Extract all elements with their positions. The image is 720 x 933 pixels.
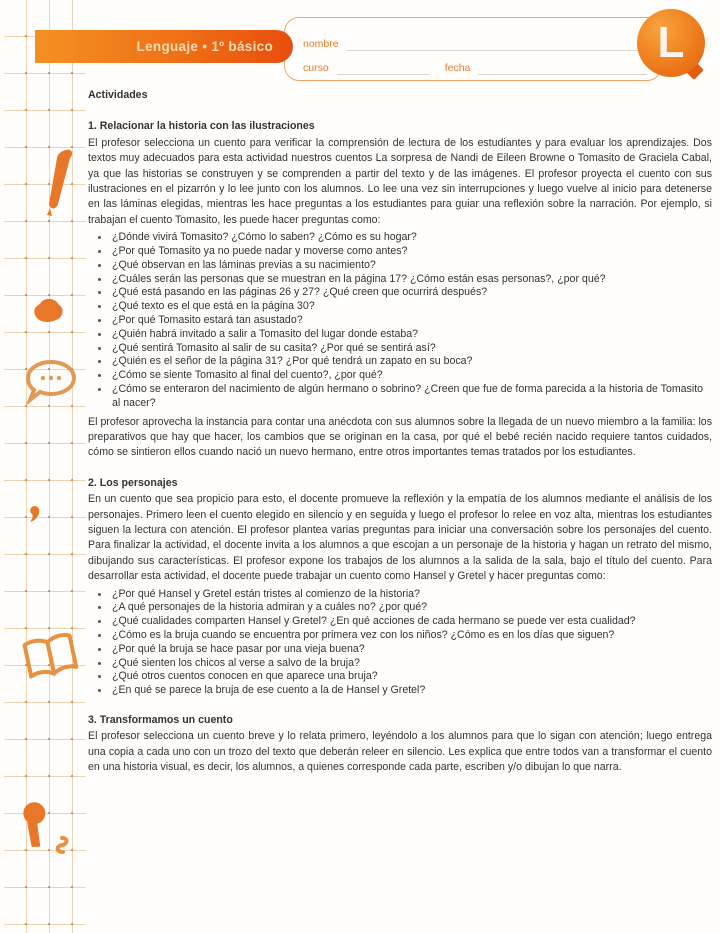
- date-field[interactable]: [478, 61, 647, 75]
- section-title: 3. Transformamos un cuento: [88, 714, 233, 727]
- student-info-form: [284, 17, 662, 81]
- lenguaje-logo: [637, 9, 705, 77]
- section-outro: El profesor aprovecha la instancia para contar una anécdota con sus alumnos sobre la llegada de un nuevo miembro a la familia: los preparativos que hay que hacer, los cambios que se originan en la casa, por qué el bebé recién nacido requiere tantos cuidados, cómo se sintieron ellos cuando nació un nuevo hermano, entre otros importantes temas tratados por los estudiantes.: [88, 415, 712, 459]
- subject-banner-label: Lenguaje • 1º básico: [136, 39, 273, 54]
- section-intro: El profesor selecciona un cuento breve y lo relata primero, leyéndolo a los alumnos para que lo sigan con atención; luego entrega una copia a cada uno con un trozo del texto que deberán releer en silencio. Les explica que entre todos van a transformar el cuento en una historia visual, es decir, los alumnos, a quienes corresponde cada parte, escriben y/o dibujan lo que narra.: [88, 730, 712, 774]
- name-field[interactable]: [347, 37, 647, 51]
- question-item: • ¿Qué sentirá Tomasito al salir de su casita? ¿Por qué se sentirá así?: [110, 342, 712, 356]
- question-item: • ¿Por qué Tomasito estará tan asustado?: [110, 314, 712, 328]
- section-title: 1. Relacionar la historia con las ilustraciones: [88, 120, 315, 133]
- activities-label: Actividades: [88, 89, 148, 101]
- question-item: • ¿Qué otros cuentos conocen en que aparece una bruja?: [110, 670, 712, 684]
- section-intro: En un cuento que sea propicio para esto, el docente promueve la reflexión y la empatía de los alumnos mediante el análisis de los personajes. Primero leen el cuento elegido en silencio y en seguida y luego el profesor lo relee en voz alta, mientras los estudiantes siguen la lectura con atención. El profesor plantea varias preguntas para iniciar una conversación sobre los personajes del cuento. Para finalizar la actividad, el docente invita a los alumnos a que escojan a un personaje de la historia y hagan un retrato del mismo, dibujando sus características. El profesor expone los trabajos de los alumnos a la salida de la sala, bajo el título del cuento. Para desarrollar esta actividad, el docente puede trabajar un cuento como Hansel y Gretel y hacer preguntas como:: [88, 493, 712, 583]
- microphone-icon: [14, 794, 78, 865]
- section-intro: El profesor selecciona un cuento para verificar la comprensión de lectura de los estudiantes y para evaluar los aprendizajes. Dos textos muy adecuados para esta actividad nuestros cuentos La sorpresa de Nandi de Eileen Browne o Tomasito de Graciela Cabal, ya que las historias se construyen y se comprenden a partir del texto y de las imágenes. El profesor proyecta el cuento con sus ilustraciones en el pizarrón y lo lee junto con los alumnos. Lo lee una vez sin interrupciones y luego vuelve al inicio para detenerse en las láminas elegidas, mientras les hace preguntas a los estudiantes para guiar una reflexión sobre la narración. Por ejemplo, si trabajan el cuento Tomasito, les puede hacer preguntas como:: [88, 136, 712, 226]
- worksheet-content: [88, 88, 712, 778]
- question-item: • ¿Por qué Hansel y Gretel están tristes al comienzo de la historia?: [110, 588, 712, 602]
- question-list: [88, 231, 712, 410]
- question-item: • ¿Qué observan en las láminas previas a su nacimiento?: [110, 259, 712, 273]
- pencil-icon: [36, 146, 76, 255]
- logo-letter: L: [657, 18, 685, 67]
- question-item: • ¿Quién es el señor de la página 31? ¿Por qué tendrá un zapato en su boca?: [110, 355, 712, 369]
- question-item: • ¿Qué cualidades comparten Hansel y Gretel? ¿En qué acciones de cada hermano se puede ver esta cualidad?: [110, 615, 712, 629]
- logo-disc: [637, 9, 705, 77]
- question-item: • ¿Por qué la bruja se hace pasar por una vieja buena?: [110, 643, 712, 657]
- comma-icon: [26, 504, 42, 529]
- subject-banner: [35, 30, 293, 63]
- question-item: • ¿Cómo es la bruja cuando se encuentra por primera vez con los niños? ¿Cómo es en los días que siguen?: [110, 629, 712, 643]
- question-item: • ¿Qué sienten los chicos al verse a salvo de la bruja?: [110, 657, 712, 671]
- question-item: • ¿Dónde vivirá Tomasito? ¿Cómo lo saben? ¿Cómo es su hogar?: [110, 231, 712, 245]
- question-item: • ¿En qué se parece la bruja de ese cuento a la de Hansel y Gretel?: [110, 684, 712, 698]
- name-label: nombre: [303, 38, 339, 50]
- question-item: • ¿Cuáles serán las personas que se muestran en la página 17? ¿Cómo están esas personas?, ¿por qué?: [110, 273, 712, 287]
- question-item: • ¿Quién habrá invitado a salir a Tomasito del lugar donde estaba?: [110, 328, 712, 342]
- question-item: • ¿Qué texto es el que está en la página 30?: [110, 300, 712, 314]
- question-item: • ¿Por qué Tomasito ya no puede nadar y moverse como antes?: [110, 245, 712, 259]
- section-title: 2. Los personajes: [88, 476, 178, 489]
- book-icon: [20, 628, 82, 695]
- date-label: fecha: [444, 62, 471, 74]
- ink-blob-icon: [30, 296, 66, 331]
- question-list: [88, 588, 712, 698]
- speech-bubble-icon: [24, 358, 78, 411]
- question-item: • ¿Qué está pasando en las páginas 26 y 27? ¿Qué creen que ocurrirá después?: [110, 286, 712, 300]
- course-label: curso: [303, 62, 329, 74]
- question-item: • ¿Cómo se enteraron del nacimiento de algún hermano o sobrino? ¿Creen que fue de forma parecida a la historia de Tomasito al nacer?: [110, 383, 712, 411]
- sections: [88, 119, 712, 775]
- question-item: • ¿Cómo se siente Tomasito al final del cuento?, ¿por qué?: [110, 369, 712, 383]
- question-item: • ¿A qué personajes de la historia admiran y a cuáles no? ¿por qué?: [110, 601, 712, 615]
- course-field[interactable]: [337, 61, 429, 75]
